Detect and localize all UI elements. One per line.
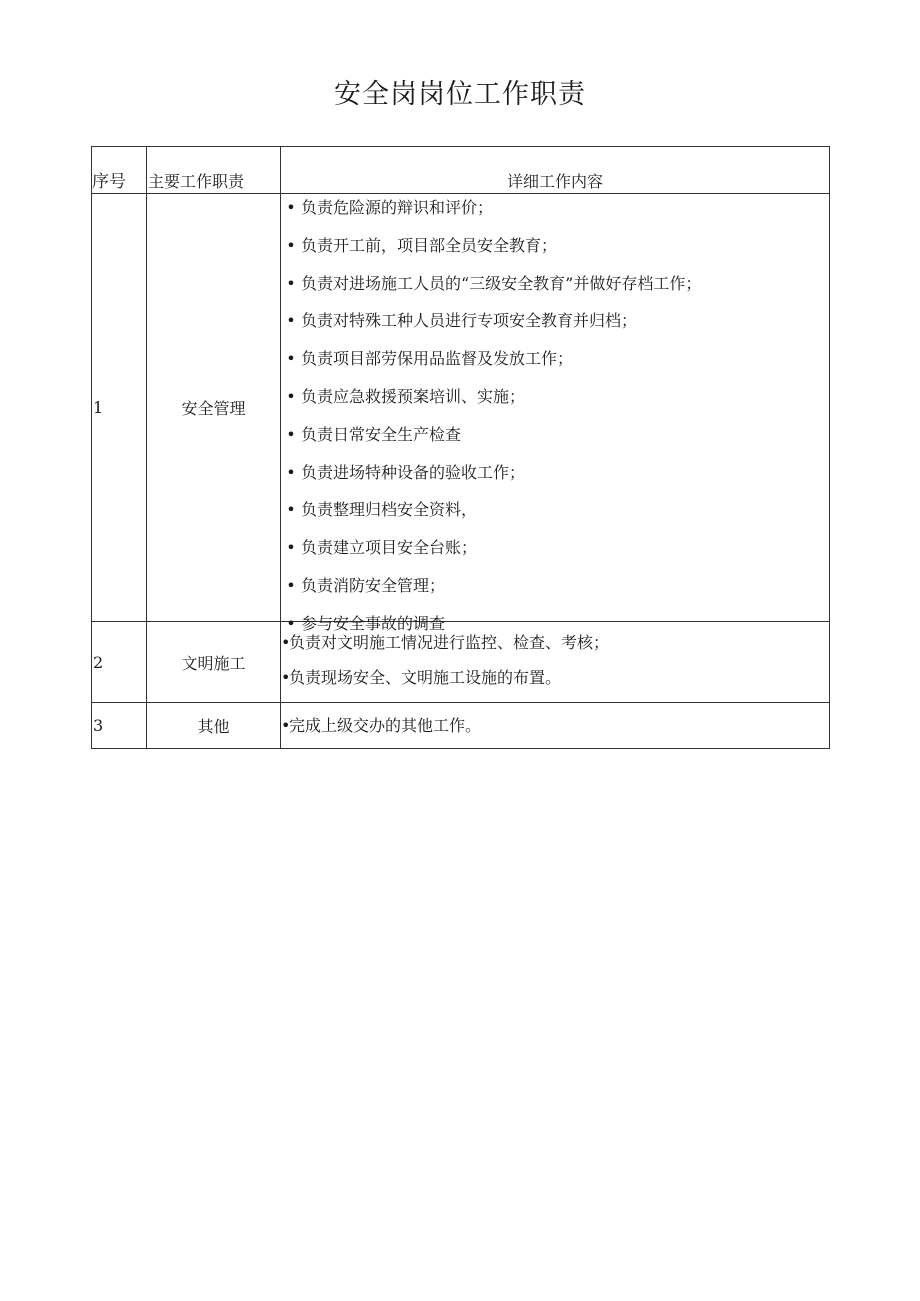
duty-table: [91, 146, 830, 749]
list-item: • 负责进场特种设备的验收工作；: [286, 462, 526, 482]
row-main-duty: 其他: [147, 703, 281, 749]
list-item: • 负责项目部劳保用品监督及发放工作；: [286, 349, 574, 369]
list-item: • 负责危险源的辩识和评价；: [286, 198, 494, 217]
list-item: • 负责开工前，项目部全员安全教育；: [286, 235, 558, 255]
list-item: • 负责整理归档安全资料，: [286, 500, 478, 520]
list-item: •负责现场安全、文明施工设施的布置。: [281, 668, 562, 687]
header-main-duty: 主要工作职责: [147, 147, 281, 194]
header-no: 序号: [92, 147, 147, 194]
list-item: • 负责应急救援预案培训、实施；: [286, 386, 526, 406]
detail-list: [281, 703, 829, 739]
list-item: • 参与安全事故的调查: [286, 613, 446, 633]
row-no: 1: [92, 194, 147, 622]
header-detail: 详细工作内容: [281, 147, 830, 194]
row-no: 3: [92, 703, 147, 749]
list-item: • 负责对进场施工人员的“三级安全教育”并做好存档工作；: [286, 273, 702, 293]
row-no: 2: [92, 622, 147, 703]
table-row: [92, 194, 830, 622]
row-detail: [281, 194, 830, 633]
table-row: [92, 703, 830, 749]
list-item: • 负责建立项目安全台账；: [286, 538, 478, 558]
list-item: • 负责日常安全生产检查: [286, 424, 462, 444]
row-detail: [281, 703, 830, 749]
row-main-duty: 文明施工: [147, 622, 281, 703]
detail-list: [281, 194, 829, 633]
table-header-row: [92, 147, 830, 194]
list-item: •完成上级交办的其他工作。: [281, 716, 482, 735]
list-item: • 负责消防安全管理；: [286, 575, 446, 595]
page-title: 安全岗岗位工作职责: [334, 79, 586, 110]
list-item: • 负责对特殊工种人员进行专项安全教育并归档；: [286, 311, 638, 331]
list-item: •负责对文明施工情况进行监控、检查、考核；: [281, 633, 610, 652]
row-main-duty: 安全管理: [147, 194, 281, 622]
